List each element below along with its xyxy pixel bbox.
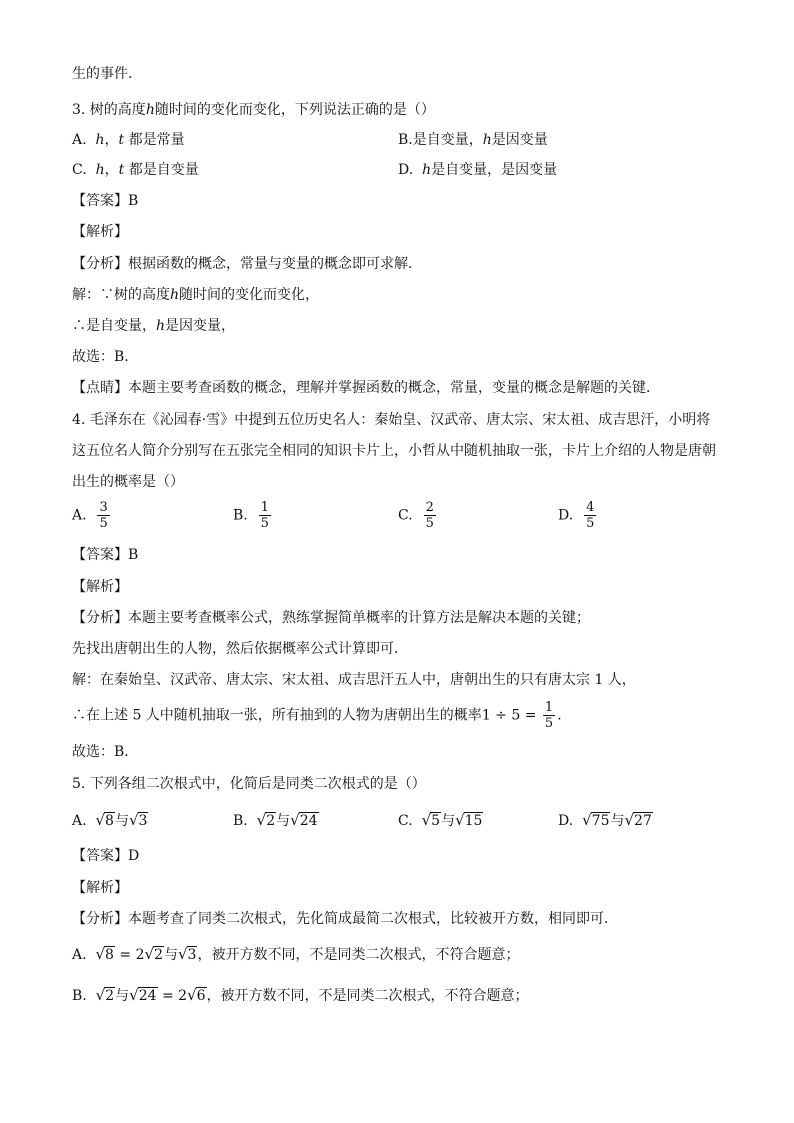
- sqrt: √6: [187, 986, 206, 1004]
- var-h: h: [482, 132, 492, 148]
- text: 与: [115, 988, 130, 1004]
- sqrt: √2: [144, 945, 163, 963]
- option-label: B.: [233, 813, 248, 829]
- text: 解：∵树的高度: [72, 287, 170, 303]
- numerator: 1: [260, 500, 269, 515]
- text: ，被开方数不同，不是同类二次根式，不符合题意；: [206, 988, 529, 1004]
- q5-option-c: [398, 810, 483, 831]
- text: 随时间的变化而变化，下列说法正确的是（）: [154, 102, 435, 118]
- text: ，: [104, 162, 119, 178]
- text: ，被开方数不同，不是同类二次根式，不符合题意；: [197, 947, 520, 963]
- option-label: C.: [72, 162, 87, 178]
- option-label: A.: [72, 132, 87, 148]
- q5-explain-b: [72, 985, 529, 1006]
- text: 与: [276, 813, 291, 829]
- expression: 1 ÷ 5 =: [481, 707, 537, 724]
- sqrt: √2: [95, 986, 115, 1004]
- radicand: 5: [431, 813, 441, 829]
- sqrt: √8: [95, 945, 114, 963]
- text: 都是自变量: [128, 162, 199, 178]
- fraction: [259, 500, 271, 531]
- option-label: A.: [72, 507, 87, 524]
- numerator: 4: [586, 500, 595, 515]
- option-label: C.: [398, 507, 413, 524]
- q5-analysis-heading: 【解析】: [72, 880, 128, 896]
- q3-answer: 【答案】B: [72, 193, 139, 209]
- denominator: 5: [425, 516, 434, 531]
- text: ．: [557, 707, 572, 724]
- q4-answer: 【答案】B: [72, 547, 139, 563]
- fraction: [97, 500, 109, 531]
- var-t: t: [118, 162, 125, 178]
- question-4-stem-2: 这五位名人简介分别写在五张完全相同的知识卡片上，小哲从中随机抽取一张，卡片上介绍的人物是唐朝: [72, 443, 716, 459]
- radicand: 15: [464, 813, 483, 829]
- text-line: 生的事件.: [72, 66, 133, 82]
- text: 是因变量，: [165, 318, 236, 334]
- q3-choose: 故选：B．: [72, 349, 139, 365]
- q3-analysis-heading: 【解析】: [72, 224, 128, 240]
- radicand: 8: [105, 947, 114, 963]
- var-h: h: [95, 132, 105, 148]
- q5-explain-a: [72, 944, 519, 965]
- var-h: h: [145, 102, 155, 118]
- radicand: 6: [196, 988, 206, 1004]
- radicand: 2: [266, 813, 276, 829]
- radicand: 2: [105, 988, 115, 1004]
- radicand: 24: [138, 988, 157, 1004]
- question-3-stem: [72, 100, 435, 120]
- q5-option-a: [72, 810, 148, 831]
- option-label: A.: [72, 813, 87, 829]
- q4-solution: 解：在秦始皇、汉武帝、唐太宗、宋太祖、成吉思汗五人中，唐朝出生的只有唐太宗 1 人，: [72, 672, 636, 688]
- text: B.是自变量，: [398, 132, 483, 148]
- text: 随时间的变化而变化，: [179, 287, 320, 303]
- var-h: h: [156, 318, 166, 334]
- var-t: t: [118, 132, 125, 148]
- q3-option-a: [72, 130, 185, 150]
- q5-option-b: [233, 810, 319, 831]
- question-4-stem-1: 4. 毛泽东在《沁园春·雪》中提到五位历史名人：秦始皇、汉武帝、唐太宗、宋太祖、成吉思汗，小明将: [72, 412, 711, 428]
- text: ∴是自变量，: [72, 318, 156, 334]
- q4-option-a: [72, 500, 112, 531]
- radicand: 24: [299, 813, 318, 829]
- q5-option-d: [558, 810, 653, 831]
- question-5-stem: 5. 下列各组二次根式中，化简后是同类二次根式的是（）: [72, 776, 426, 792]
- fraction: [543, 700, 555, 731]
- sqrt: √15: [455, 811, 483, 829]
- text: ∴在上述 5 人中随机抽取一张，所有抽到的人物为唐朝出生的概率: [72, 707, 482, 724]
- text: 与: [441, 813, 456, 829]
- denominator: 5: [99, 516, 108, 531]
- q5-answer: 【答案】D: [72, 848, 140, 864]
- text: 3. 树的高度: [72, 102, 146, 118]
- q5-fenxi: 【分析】本题考查了同类二次根式，先化简成最简二次根式，比较被开方数，相同即可．: [72, 911, 618, 927]
- question-4-stem-3: 出生的概率是（）: [72, 474, 184, 490]
- numerator: 2: [425, 500, 434, 515]
- q4-therefore: [72, 700, 571, 731]
- q3-solution: [72, 285, 319, 305]
- text: ，: [104, 132, 119, 148]
- q4-option-d: [558, 500, 598, 531]
- sqrt: √2: [256, 811, 276, 829]
- option-label: C.: [398, 813, 413, 829]
- text: 与: [114, 813, 129, 829]
- q4-method: 先找出唐朝出生的人物，然后依据概率公式计算即可．: [72, 641, 408, 657]
- text: 是自变量，是因变量: [431, 162, 558, 178]
- q4-analysis-heading: 【解析】: [72, 579, 128, 595]
- sqrt: √3: [177, 945, 197, 963]
- option-label: D.: [398, 162, 414, 178]
- q3-option-b: [398, 130, 548, 150]
- fraction: [584, 500, 596, 531]
- q3-fenxi: 【分析】根据函数的概念，常量与变量的概念即可求解．: [72, 256, 422, 272]
- option-label: D.: [558, 507, 574, 524]
- text: 与: [610, 813, 625, 829]
- radicand: 27: [634, 813, 652, 829]
- q4-option-b: [233, 500, 273, 531]
- var-h: h: [170, 287, 180, 303]
- sqrt: √24: [290, 811, 318, 829]
- q4-choose: 故选：B．: [72, 744, 139, 760]
- radicand: 75: [591, 813, 610, 829]
- q3-option-c: [72, 160, 199, 180]
- sqrt: √5: [421, 811, 441, 829]
- expression: = 2: [119, 947, 145, 963]
- sqrt: √3: [128, 811, 148, 829]
- q3-therefore: [72, 316, 235, 336]
- var-h: h: [422, 162, 432, 178]
- var-h: h: [95, 162, 105, 178]
- sqrt: √75: [582, 811, 610, 829]
- sqrt: √27: [624, 811, 652, 829]
- sqrt: √8: [95, 811, 114, 829]
- radicand: 2: [154, 947, 163, 963]
- numerator: 1: [544, 700, 554, 715]
- denominator: 5: [260, 516, 269, 531]
- numerator: 3: [99, 500, 108, 515]
- radicand: 8: [105, 813, 114, 829]
- fraction: [424, 500, 436, 531]
- option-label: A.: [72, 947, 87, 963]
- q4-fenxi: 【分析】本题主要考查概率公式，熟练掌握简单概率的计算方法是解决本题的关键；: [72, 610, 590, 626]
- radicand: 3: [138, 813, 148, 829]
- denominator: 5: [586, 516, 595, 531]
- option-label: D.: [558, 813, 574, 829]
- text: 都是常量: [128, 132, 185, 148]
- q3-dianjing: 【点睛】本题主要考查函数的概念，理解并掌握函数的概念，常量，变量的概念是解题的关键．: [72, 380, 660, 396]
- q3-option-d: [398, 160, 557, 180]
- option-label: B.: [72, 988, 87, 1004]
- option-label: B.: [233, 507, 248, 524]
- denominator: 5: [544, 716, 554, 731]
- radicand: 3: [187, 947, 197, 963]
- q4-option-c: [398, 500, 438, 531]
- sqrt: √24: [129, 986, 157, 1004]
- text: 与: [163, 947, 178, 963]
- text: 是因变量: [491, 132, 548, 148]
- expression: = 2: [161, 988, 188, 1004]
